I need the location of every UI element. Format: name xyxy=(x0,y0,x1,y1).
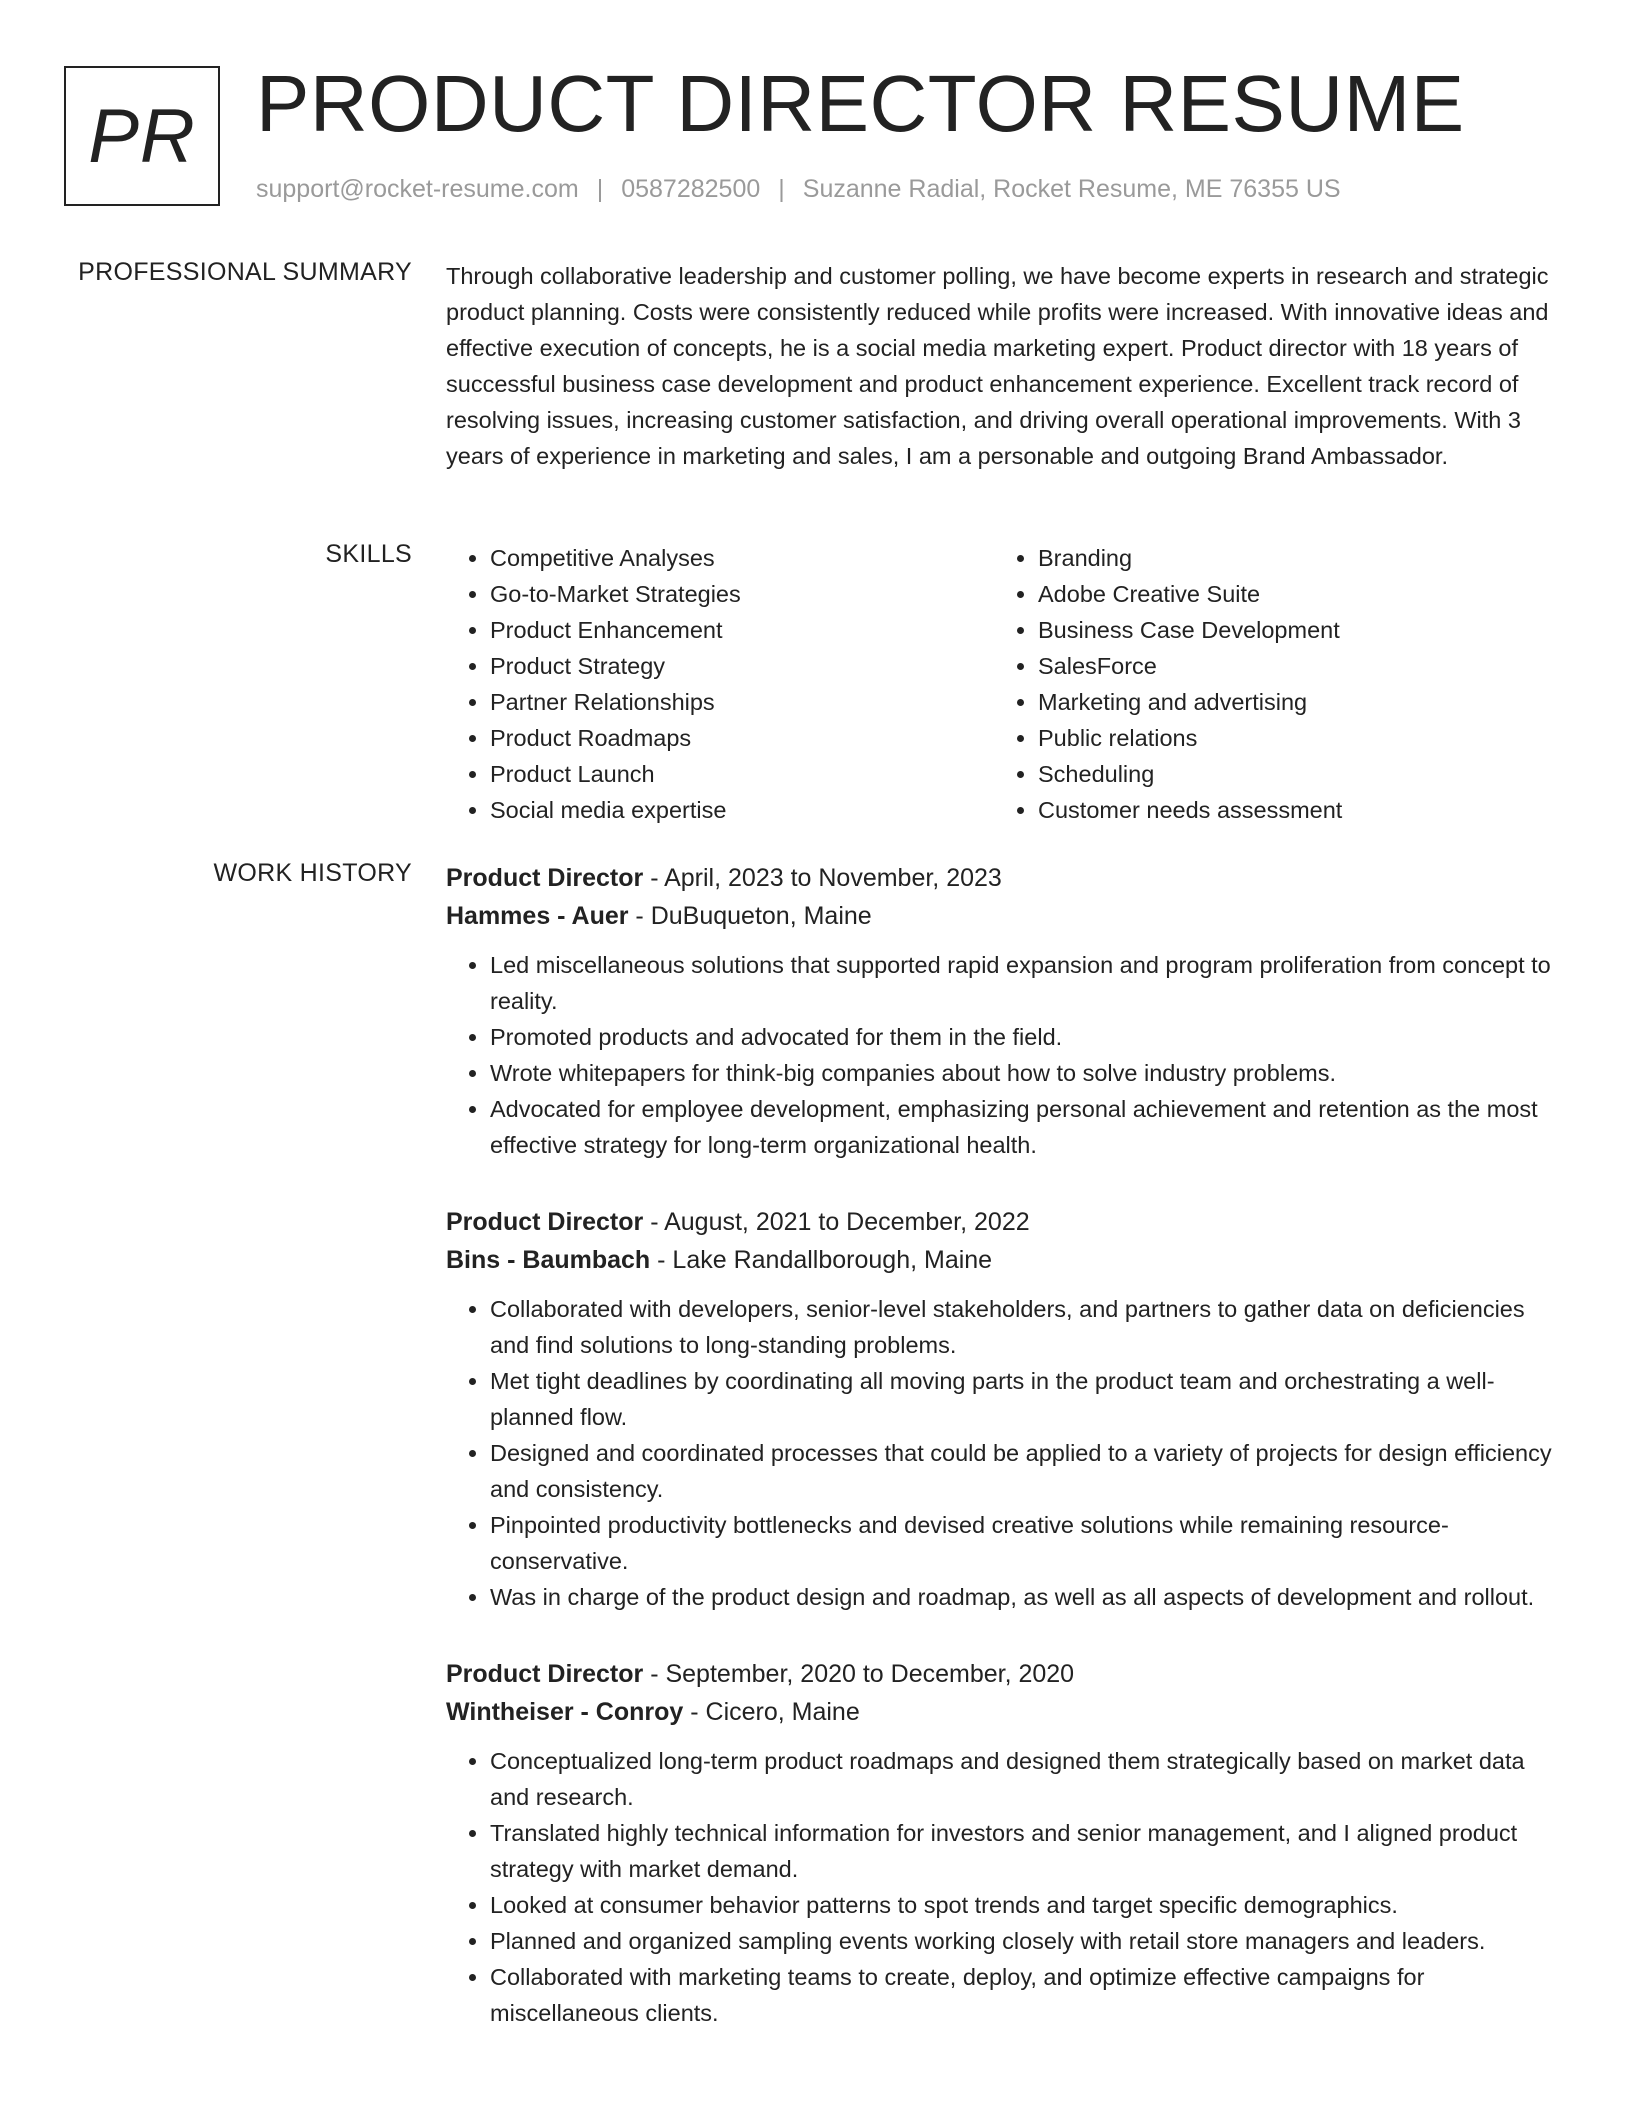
skills-list-right xyxy=(994,540,1542,828)
job-bullet: • Conceptualized long-term product roadmaps and designed them strategically based on market data and research. xyxy=(490,1743,1562,1815)
job-bullet: • Led miscellaneous solutions that supported rapid expansion and program proliferation from concept to reality. xyxy=(490,947,1562,1019)
skill-item: • Product Launch xyxy=(490,756,994,792)
job-company-line xyxy=(446,897,1562,935)
contact-separator: | xyxy=(596,175,604,203)
job-title: Product Director xyxy=(446,864,644,892)
job-dates: - April, 2023 to November, 2023 xyxy=(643,864,1002,892)
job-company-line xyxy=(446,1241,1562,1279)
skill-item: • Branding xyxy=(1038,540,1542,576)
job-bullet: • Met tight deadlines by coordinating all moving parts in the product team and orchestrating a well-planned flow. xyxy=(490,1363,1562,1435)
skill-item: • Marketing and advertising xyxy=(1038,684,1542,720)
job-dates: - August, 2021 to December, 2022 xyxy=(643,1208,1030,1236)
job-bullet: • Looked at consumer behavior patterns to spot trends and target specific demographics. xyxy=(490,1887,1562,1923)
work-history-heading: WORK HISTORY xyxy=(213,859,412,887)
job-title: Product Director xyxy=(446,1660,644,1688)
job-dates: - September, 2020 to December, 2020 xyxy=(643,1660,1075,1688)
job-bullet: • Planned and organized sampling events working closely with retail store managers and leaders. xyxy=(490,1923,1562,1959)
job-location: - Lake Randallborough, Maine xyxy=(650,1246,993,1274)
job-bullets xyxy=(446,947,1562,1163)
skill-item: • SalesForce xyxy=(1038,648,1542,684)
page-title: PRODUCT DIRECTOR RESUME xyxy=(256,59,1465,148)
skill-item: • Partner Relationships xyxy=(490,684,994,720)
skill-item: • Customer needs assessment xyxy=(1038,792,1542,828)
job-company: Wintheiser - Conroy xyxy=(446,1698,684,1726)
skill-item: • Public relations xyxy=(1038,720,1542,756)
job-location: - Cicero, Maine xyxy=(683,1698,860,1726)
job-entry xyxy=(446,1203,1562,1615)
job-location: - DuBuqueton, Maine xyxy=(628,902,872,930)
contact-phone: 0587282500 xyxy=(621,175,761,203)
job-bullet: • Collaborated with marketing teams to create, deploy, and optimize effective campaigns for miscellaneous clients. xyxy=(490,1959,1562,2031)
summary-text: Through collaborative leadership and customer polling, we have become experts in research and strategic product planning. Costs were consistently reduced while profits were increased. With innovative ideas and effective execution of concepts, he is a social media marketing expert. Product director with 18 years of successful business case development and product enhancement experience. Excellent track record of resolving issues, increasing customer satisfaction, and driving overall operational improvements. With 3 years of experience in marketing and sales, I am a personable and outgoing Brand Ambassador. xyxy=(446,263,1549,469)
skills-body xyxy=(446,540,1562,828)
skills-heading: SKILLS xyxy=(325,540,412,568)
job-bullet: • Wrote whitepapers for think-big companies about how to solve industry problems. xyxy=(490,1055,1562,1091)
skill-item: • Adobe Creative Suite xyxy=(1038,576,1542,612)
job-entry xyxy=(446,1655,1562,2031)
job-bullets xyxy=(446,1291,1562,1615)
skill-item: • Product Enhancement xyxy=(490,612,994,648)
skill-item: • Product Strategy xyxy=(490,648,994,684)
job-company: Bins - Baumbach xyxy=(446,1246,651,1274)
summary-heading: PROFESSIONAL SUMMARY xyxy=(78,258,412,286)
job-bullet: • Was in charge of the product design and roadmap, as well as all aspects of development and rollout. xyxy=(490,1579,1562,1615)
skill-item: • Business Case Development xyxy=(1038,612,1542,648)
job-title-line xyxy=(446,1655,1562,1693)
job-title-line xyxy=(446,859,1562,897)
skill-item: • Go-to-Market Strategies xyxy=(490,576,994,612)
job-bullet: • Collaborated with developers, senior-level stakeholders, and partners to gather data on deficiencies and find solutions to long-standing problems. xyxy=(490,1291,1562,1363)
skill-item: • Social media expertise xyxy=(490,792,994,828)
job-company-line xyxy=(446,1693,1562,1731)
job-bullet: • Promoted products and advocated for them in the field. xyxy=(490,1019,1562,1055)
job-bullet: • Advocated for employee development, emphasizing personal achievement and retention as the most effective strategy for long-term organizational health. xyxy=(490,1091,1562,1163)
job-entry xyxy=(446,859,1562,1163)
contact-email: support@rocket-resume.com xyxy=(256,175,579,203)
job-title: Product Director xyxy=(446,1208,644,1236)
summary-body xyxy=(446,258,1562,474)
skill-item: • Competitive Analyses xyxy=(490,540,994,576)
job-bullets xyxy=(446,1743,1562,2031)
job-company: Hammes - Auer xyxy=(446,902,629,930)
monogram-logo: PR xyxy=(64,66,220,206)
job-bullet: • Pinpointed productivity bottlenecks and devised creative solutions while remaining resource-conservative. xyxy=(490,1507,1562,1579)
job-bullet: • Designed and coordinated processes that could be applied to a variety of projects for design efficiency and consistency. xyxy=(490,1435,1562,1507)
contact-line xyxy=(256,175,1341,204)
contact-separator: | xyxy=(778,175,785,203)
skills-list-left xyxy=(446,540,994,828)
job-title-line xyxy=(446,1203,1562,1241)
job-bullet: • Translated highly technical information for investors and senior management, and I aligned product strategy with market demand. xyxy=(490,1815,1562,1887)
work-history-body xyxy=(446,859,1562,2071)
skill-item: • Product Roadmaps xyxy=(490,720,994,756)
contact-address: Suzanne Radial, Rocket Resume, ME 76355 US xyxy=(802,175,1341,203)
skill-item: • Scheduling xyxy=(1038,756,1542,792)
